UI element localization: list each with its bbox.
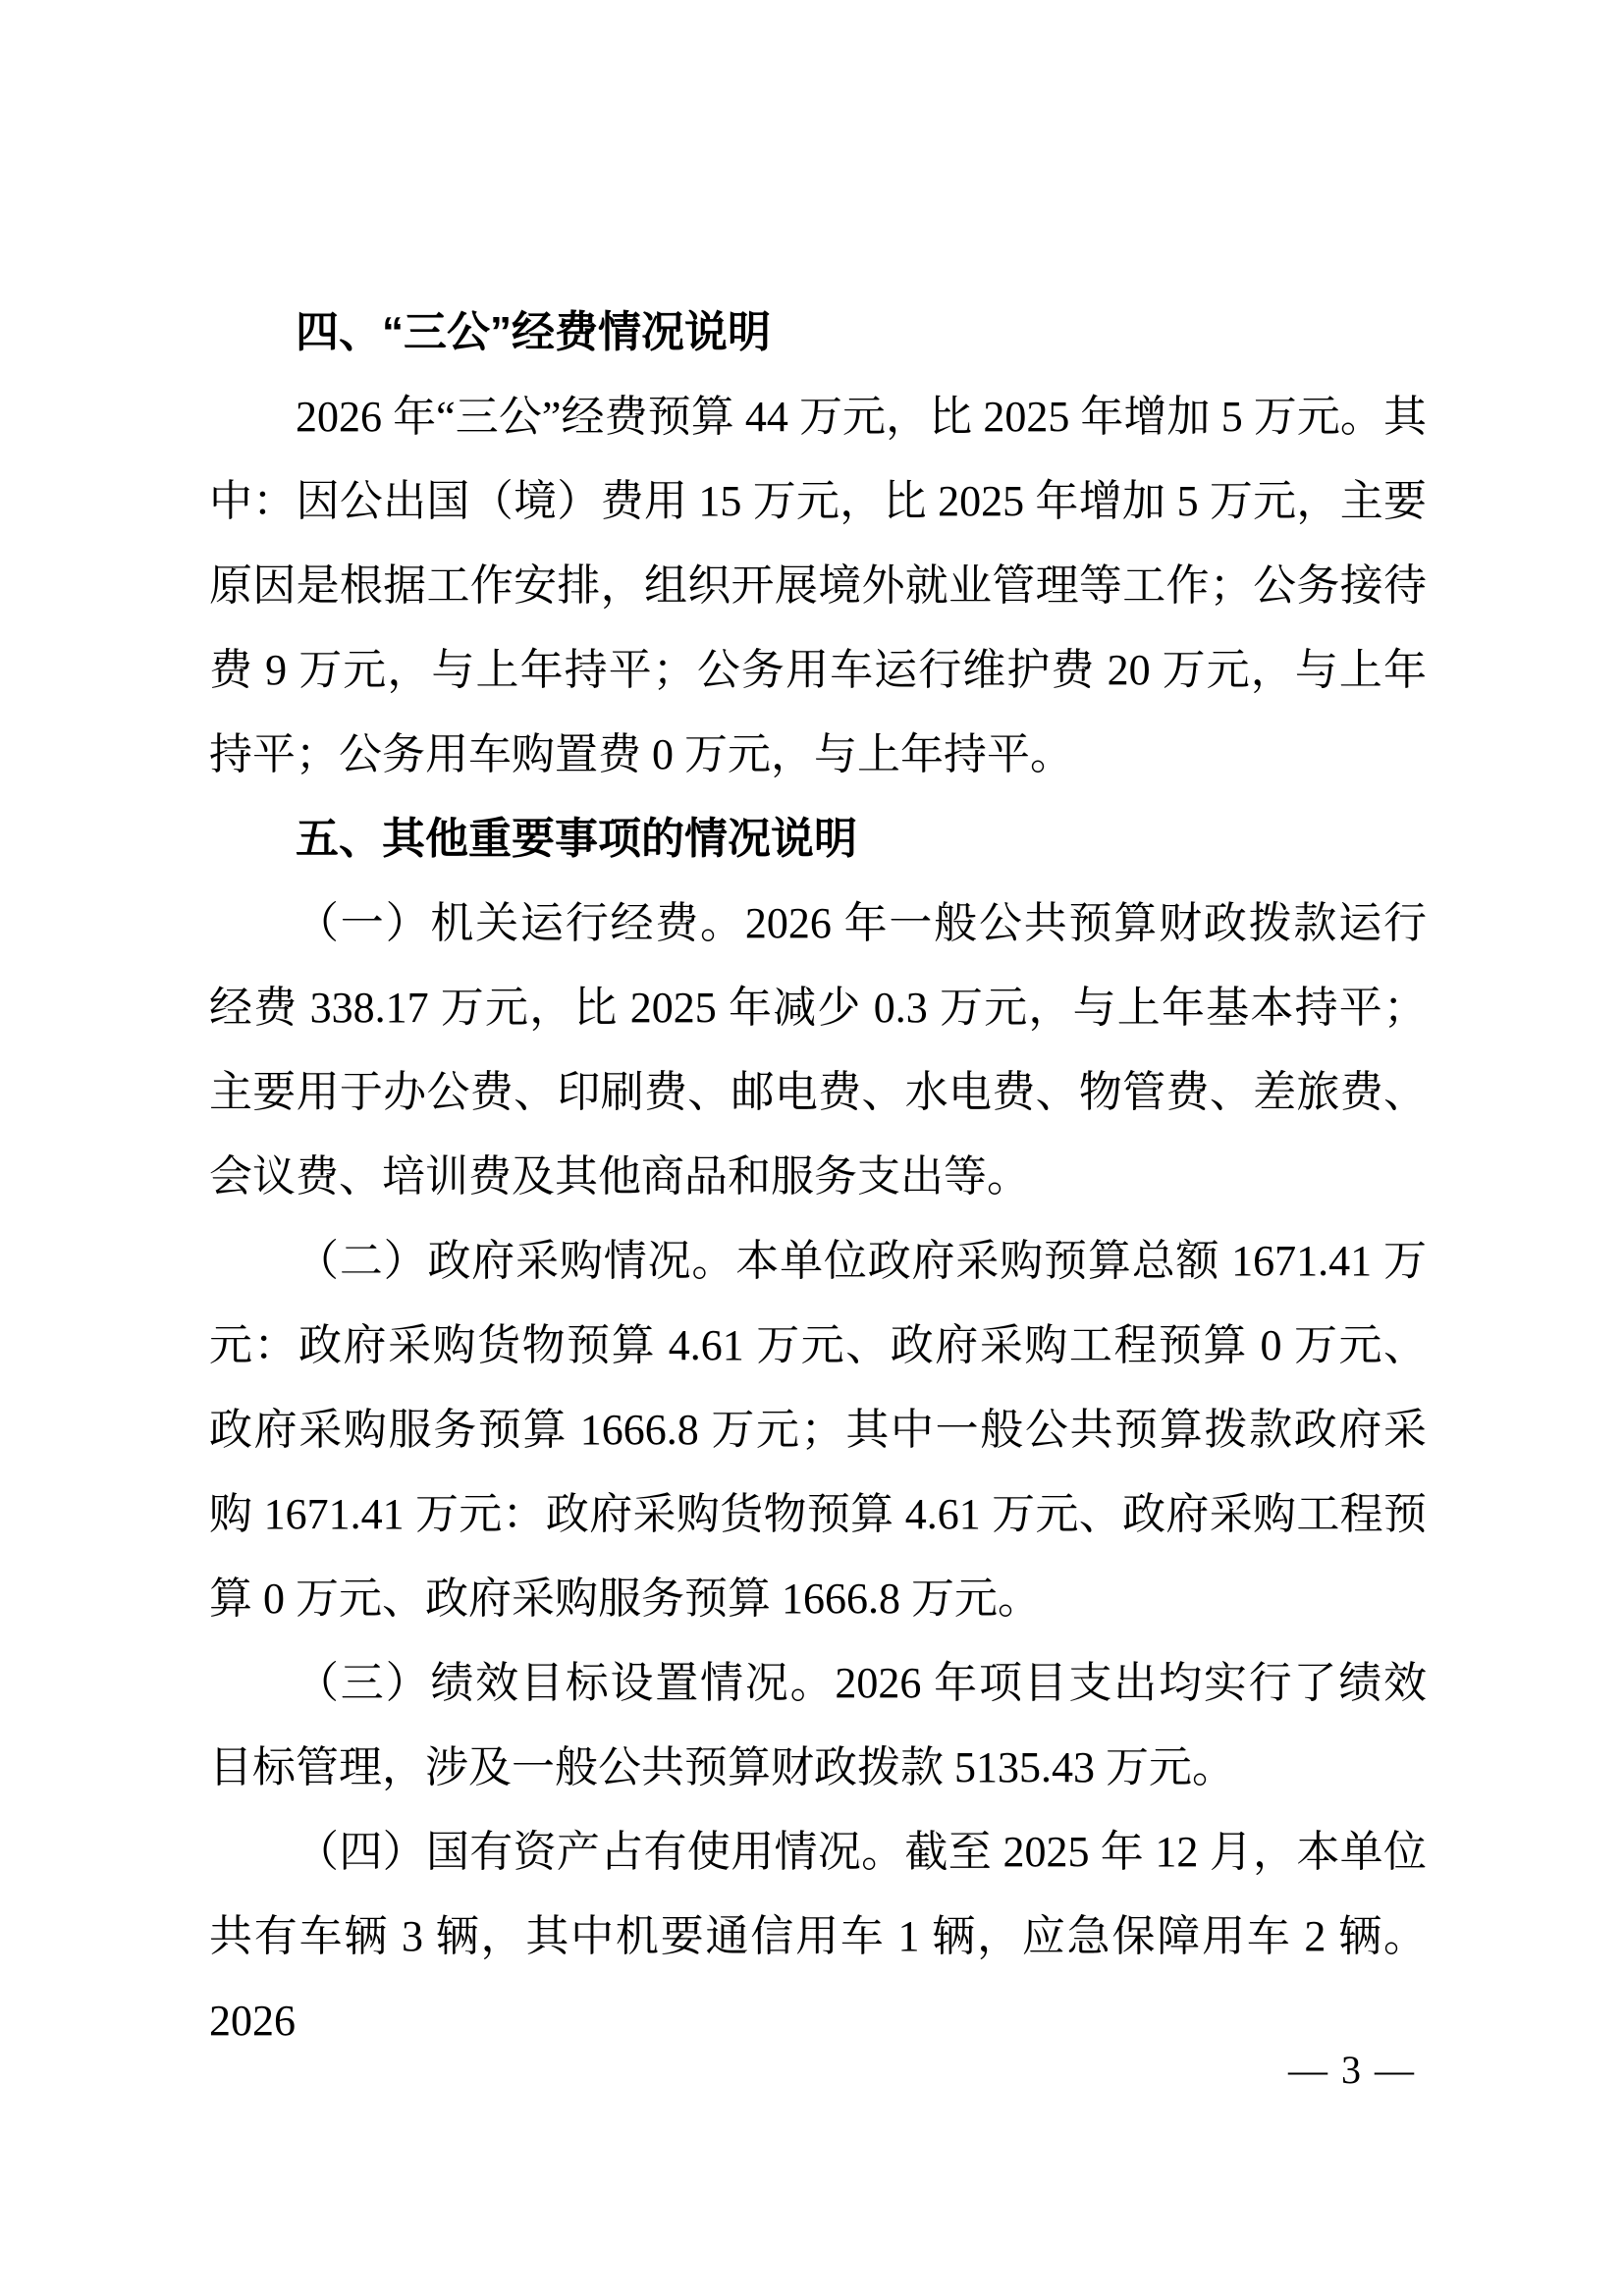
section-4-heading: 四、“三公”经费情况说明 — [296, 308, 771, 356]
section-5-paragraph-2: （二）政府采购情况。本单位政府采购预算总额 1671.41 万元：政府采购货物预算 4.61 万元、政府采购工程预算 0 万元、政府采购服务预算 1666.8 万元；其中一般公共预算拨款政府采购 1671.41 万元：政府采购货物预算 4.61 万元、政府采购工程预算 0 万元、政府采购服务预算 1666.8 万元。 — [209, 1237, 1427, 1623]
section-5-paragraph-1: （一）机关运行经费。2026 年一般公共预算财政拨款运行经费 338.17 万元，比 2025 年减少 0.3 万元，与上年基本持平；主要用于办公费、印刷费、邮电费、水电费、物管费、差旅费、会议费、培训费及其他商品和服务支出等。 — [209, 899, 1427, 1201]
section-4-paragraph: 2026 年“三公”经费预算 44 万元，比 2025 年增加 5 万元。其中：因公出国（境）费用 15 万元，比 2025 年增加 5 万元，主要原因是根据工作安排，组织开展境外就业管理等工作；公务接待费 9 万元，与上年持平；公务用车运行维护费 20 万元，与上年持平；公务用车购置费 0 万元，与上年持平。 — [209, 393, 1427, 778]
page-number: — 3 — — [1288, 2048, 1416, 2092]
document-body — [209, 291, 1427, 2063]
section-5-heading: 五、其他重要事项的情况说明 — [296, 815, 857, 863]
section-5-paragraph-3: （三）绩效目标设置情况。2026 年项目支出均实行了绩效目标管理，涉及一般公共预算财政拨款 5135.43 万元。 — [209, 1659, 1427, 1791]
section-5-paragraph-4: （四）国有资产占有使用情况。截至 2025 年 12 月，本单位共有车辆 3 辆，其中机要通信用车 1 辆，应急保障用车 2 辆。2026 — [209, 1828, 1427, 2045]
